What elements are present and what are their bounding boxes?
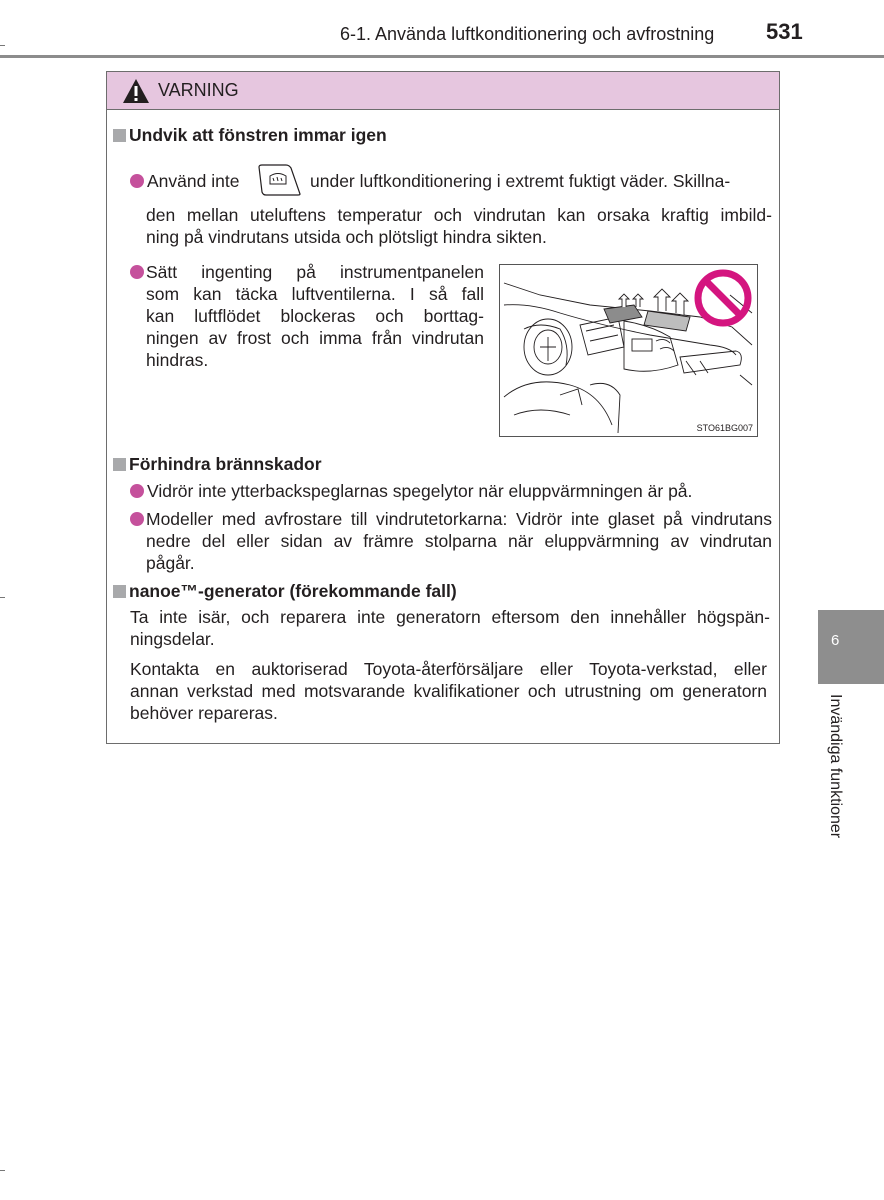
body-line: Sätt ingenting på instrumentpanelen	[146, 262, 484, 282]
body-line: hindras.	[146, 350, 209, 370]
chapter-number: 6	[831, 632, 840, 649]
square-bullet-icon	[113, 129, 126, 142]
warning-label: VARNING	[158, 80, 239, 100]
prohibition-icon	[698, 273, 748, 323]
body-line: annan verkstad med motsvarande kvalifikationer och utrustning om generatorn	[130, 681, 767, 701]
body-line: Ta inte isär, och reparera inte generatorn eftersom den innehåller högspän-	[130, 607, 770, 627]
bullet-text: Använd inte	[147, 171, 240, 191]
warning-triangle-icon	[122, 78, 150, 104]
body-line: pågår.	[146, 553, 195, 573]
margin-tick-bottom	[0, 1170, 5, 1171]
body-line: Kontakta en auktoriserad Toyota-återförsäljare eller Toyota-verkstad, eller	[130, 659, 767, 679]
header-rule	[0, 55, 884, 58]
chapter-label: Invändiga funktioner	[827, 694, 844, 839]
bullet-dot-icon	[130, 512, 144, 526]
body-line: nedre del eller sidan av främre stolparna när eluppvärmning av vindrutan	[146, 531, 772, 551]
bullet-dot-icon	[130, 265, 144, 279]
square-bullet-icon	[113, 585, 126, 598]
square-bullet-icon	[113, 458, 126, 471]
bullet-text: Vidrör inte ytterbackspeglarnas spegelytor när eluppvärmningen är på.	[147, 481, 693, 501]
page-number: 531	[766, 19, 803, 44]
dashboard-drawing	[500, 265, 757, 436]
section-heading-text: Undvik att fönstren immar igen	[129, 125, 387, 145]
section-heading-text: nanoe™-generator (förekommande fall)	[129, 581, 457, 601]
section-heading	[113, 125, 387, 146]
bullet-text-continued: under luftkonditionering i extremt fuktigt väder. Skillna-	[310, 171, 731, 191]
header-title: 6-1. Använda luftkonditionering och avfrostning	[340, 24, 715, 44]
dashboard-illustration	[499, 264, 758, 437]
warning-header	[107, 72, 779, 110]
body-line: kan luftflödet blockeras och borttag-	[146, 306, 484, 326]
margin-tick-top	[0, 45, 5, 46]
bullet-dot-icon	[130, 484, 144, 498]
bullet-line	[130, 171, 239, 192]
bullet-line	[130, 481, 692, 502]
section-heading-text: Förhindra brännskador	[129, 454, 322, 474]
body-line: Modeller med avfrostare till vindrutetorkarna: Vidrör inte glaset på vindrutans	[146, 509, 772, 529]
bullet-line	[130, 262, 147, 283]
body-line: ningen av frost och imma från vindrutan	[146, 328, 484, 348]
bullet-dot-icon	[130, 174, 144, 188]
defroster-button-icon	[256, 163, 302, 197]
section-heading	[113, 581, 457, 602]
body-line: ningsdelar.	[130, 629, 215, 649]
bullet-line	[130, 509, 147, 530]
section-heading	[113, 454, 322, 475]
margin-tick-mid	[0, 597, 5, 598]
body-line: ning på vindrutans utsida och plötsligt hindra sikten.	[146, 227, 547, 247]
chapter-tab	[818, 610, 884, 684]
body-line: som kan täcka luftventilerna. I så fall	[146, 284, 484, 304]
body-line: den mellan uteluftens temperatur och vindrutan kan orsaka kraftig imbild-	[146, 205, 772, 225]
body-line: behöver repareras.	[130, 703, 278, 723]
illustration-code: STO61BG007	[696, 423, 753, 433]
